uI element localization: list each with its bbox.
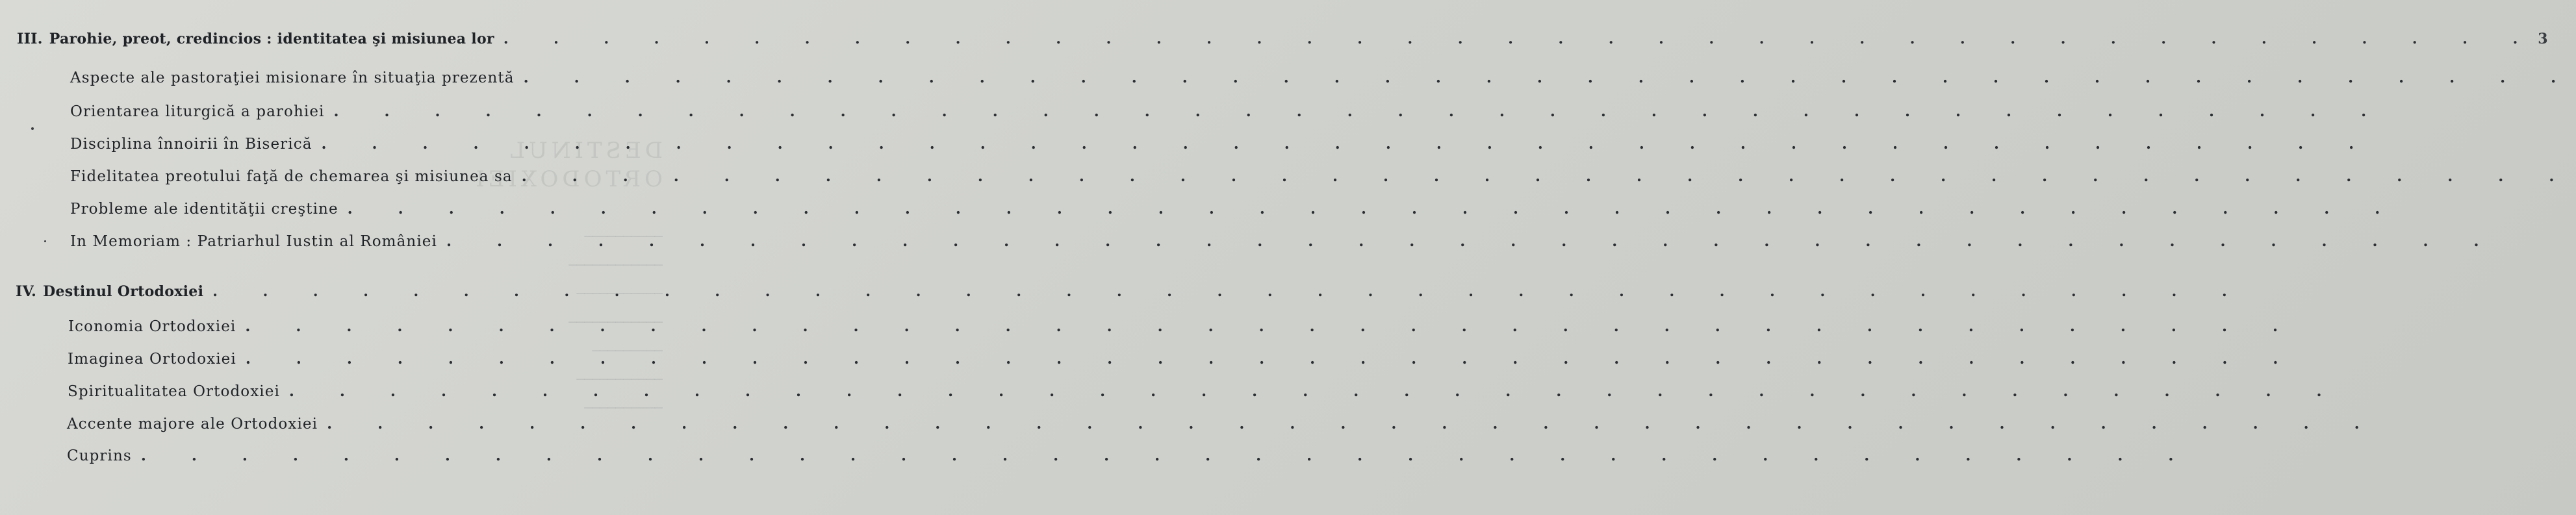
toc-entry-title: Aspecte ale pastoraţiei misionare în situaţia prezentă xyxy=(70,69,515,86)
toc-entry[interactable] xyxy=(0,232,650,250)
section-3-title: Parohie, preot, credincios : identitatea şi misiunea lor xyxy=(49,31,494,47)
toc-entry[interactable] xyxy=(0,69,650,86)
dot-leader xyxy=(327,415,2380,433)
toc-entry-title: Probleme ale identităţii creştine xyxy=(70,201,338,218)
toc-entry-title: Orientarea liturgică a parohiei xyxy=(70,103,325,120)
toc-section-3-heading[interactable] xyxy=(0,31,2548,47)
ink-speck xyxy=(31,127,34,130)
toc-entry[interactable] xyxy=(0,447,650,464)
toc-entry[interactable] xyxy=(0,383,650,400)
toc-entry[interactable] xyxy=(0,135,650,153)
toc-entry[interactable] xyxy=(0,318,650,335)
dot-leader xyxy=(246,350,2299,368)
toc-entry-title: Disciplina înnoirii în Biserică xyxy=(70,136,312,153)
dot-leader xyxy=(334,103,2387,120)
dot-leader xyxy=(322,135,2375,153)
toc-entry-title: Iconomia Ortodoxiei xyxy=(68,318,236,335)
bleed-through-texture: DESTINUL ORTODOXIEI ────────── ──────────── ─────────── ──────────── ───────── ─────────── ────────── xyxy=(472,138,663,416)
toc-entry-title: Fidelitatea preotului faţă de chemarea şi misiunea sa xyxy=(70,168,513,185)
dot-leader xyxy=(245,318,2298,335)
section-4-title: Destinul Ortodoxiei xyxy=(43,283,204,300)
section-3-numeral: III. xyxy=(17,31,43,47)
dot-leader xyxy=(348,200,2401,218)
section-3-page-number: 3 xyxy=(2538,31,2548,47)
toc-entry[interactable] xyxy=(0,168,650,185)
toc-entry[interactable] xyxy=(0,350,650,368)
dot-leader xyxy=(504,31,2538,47)
dot-leader xyxy=(524,69,2576,86)
toc-section-4-heading[interactable] xyxy=(0,283,650,300)
toc-entry[interactable] xyxy=(0,103,650,120)
dot-leader xyxy=(141,447,2194,464)
toc-entry-title: Cuprins xyxy=(67,447,132,464)
toc-entry[interactable] xyxy=(0,200,650,218)
toc-entry[interactable] xyxy=(0,415,650,433)
dot-leader xyxy=(522,168,2575,185)
toc-entry-title: Imaginea Ortodoxiei xyxy=(68,351,236,368)
toc-entry-title: In Memoriam : Patriarhul Iustin al României xyxy=(70,233,437,250)
dot-leader xyxy=(212,283,2247,300)
toc-entry-title: Spiritualitatea Ortodoxiei xyxy=(68,383,280,400)
dot-leader xyxy=(289,383,2342,400)
toc-entry-title: Accente majore ale Ortodoxiei xyxy=(67,416,318,433)
dot-leader xyxy=(446,232,2499,250)
section-4-numeral: IV. xyxy=(16,283,37,300)
